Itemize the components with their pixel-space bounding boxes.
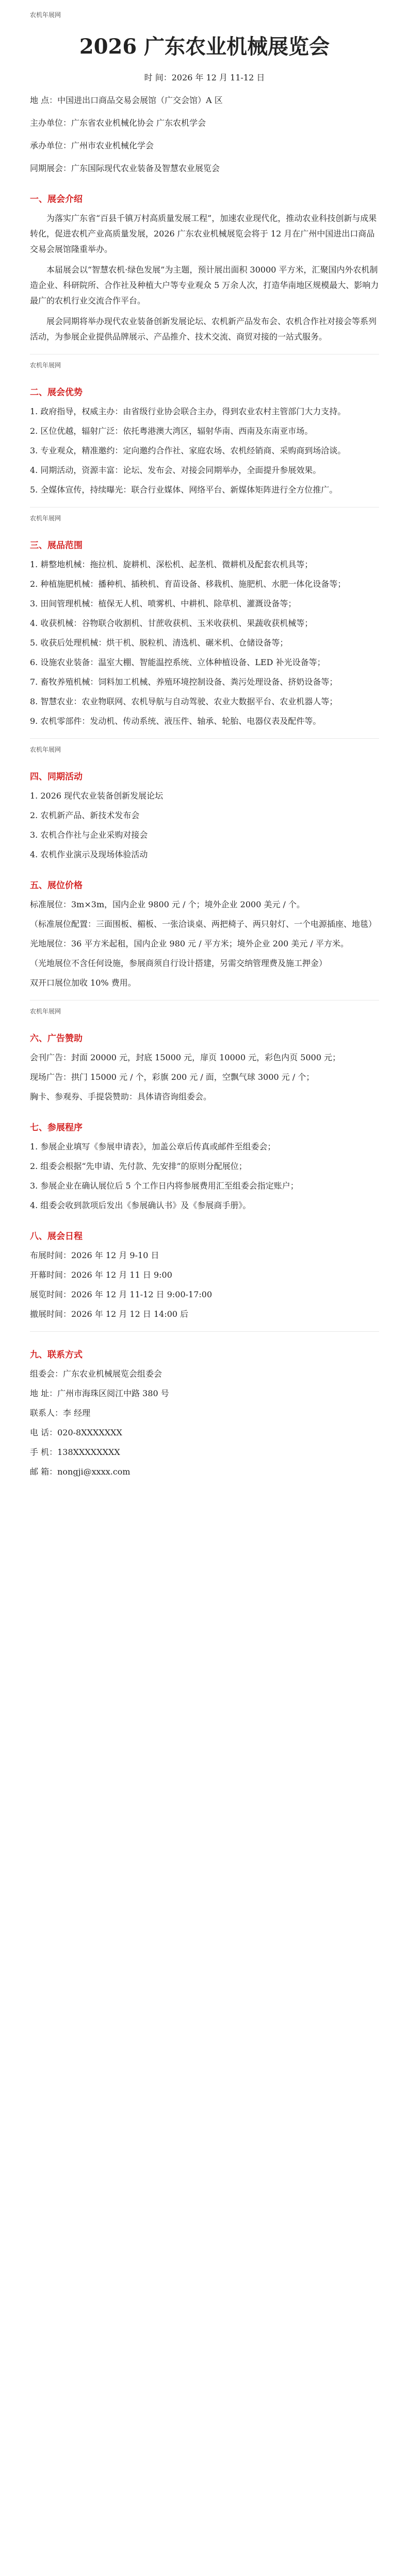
process-item: 4. 组委会收到款项后发出《参展确认书》及《参展商手册》。	[30, 1200, 251, 1210]
contact-mobile: 手 机：138XXXXXXXX	[30, 1447, 120, 1457]
product-item: 8. 智慧农业：农业物联网、农机导航与自动驾驶、农业大数据平台、农业机器人等；	[30, 697, 338, 706]
divider	[30, 738, 379, 739]
host-line: 主办单位：广东省农业机械化协会 广东农机学会	[30, 118, 206, 128]
process-item: 2. 组委会根据“先申请、先付款、先安排”的原则分配展位；	[30, 1161, 247, 1171]
page-tag: 农机年展网	[30, 11, 61, 19]
divider	[30, 1331, 379, 1332]
place-line: 地 点：中国进出口商品交易会展馆（广交会馆）A 区	[30, 95, 223, 105]
price-item: 光地展位：36 平方米起租，国内企业 980 元 / 平方米；境外企业 200 美元 / 平方米。	[30, 939, 349, 948]
intro-paragraph: 为落实广东省“百县千镇万村高质量发展工程”，加速农业现代化，推动农业科技创新与成果转化，促进农机产业高质量发展，2026 广东农业机械展览会将于 12 月在广州中国进出口商品交易会展馆隆重举办。	[30, 213, 377, 254]
page-tag: 农机年展网	[30, 1008, 61, 1015]
support-line: 同期展会：广东国际现代农业装备及智慧农业展览会	[30, 163, 220, 173]
schedule-item: 布展时间：2026 年 12 月 9-10 日	[30, 1250, 159, 1260]
price-item: 标准展位：3m×3m，国内企业 9800 元 / 个；境外企业 2000 美元 / 个。	[30, 900, 305, 909]
section-title-6: 六、广告赞助	[30, 1033, 83, 1044]
meta-block	[30, 70, 379, 176]
product-item: 2. 种植施肥机械：播种机、插秧机、育苗设备、移栽机、施肥机、水肥一体化设备等；	[30, 579, 346, 589]
intro-paragraph: 本届展会以“智慧农机·绿色发展”为主题，预计展出面积 30000 平方米，汇聚国内外农机制造企业、科研院所、合作社及种植大户等专业观众 5 万余人次，打造华南地区规模最大、影响力最广的农机行业交流合作平台。	[30, 265, 379, 306]
activity-item: 2. 农机新产品、新技术发布会	[30, 810, 140, 820]
ad-item: 现场广告：拱门 15000 元 / 个，彩旗 200 元 / 面，空飘气球 3000 元 / 个；	[30, 1072, 315, 1082]
advantage-item: 3. 专业观众，精准邀约：定向邀约合作社、家庭农场、农机经销商、采购商到场洽谈。	[30, 446, 346, 455]
product-item: 3. 田间管理机械：植保无人机、喷雾机、中耕机、除草机、灌溉设备等；	[30, 599, 297, 608]
intro-paragraph: 展会同期将举办现代农业装备创新发展论坛、农机新产品发布会、农机合作社对接会等系列活动，为参展企业提供品牌展示、产品推介、技术交流、商贸对接的一站式服务。	[30, 316, 377, 342]
activity-item: 1. 2026 现代农业装备创新发展论坛	[30, 791, 163, 801]
time-line: 时 间：2026 年 12 月 11-12 日	[144, 73, 265, 82]
contact-person: 联系人：李 经理	[30, 1408, 91, 1418]
advantage-item: 4. 同期活动，资源丰富：论坛、发布会、对接会同期举办，全面提升参展效果。	[30, 465, 321, 475]
product-item: 7. 畜牧养殖机械：饲料加工机械、养殖环境控制设备、粪污处理设备、挤奶设备等；	[30, 677, 338, 687]
advantage-item: 2. 区位优越，辐射广泛：依托粤港澳大湾区，辐射华南、西南及东南亚市场。	[30, 426, 313, 436]
schedule-item: 开幕时间：2026 年 12 月 11 日 9:00	[30, 1270, 172, 1280]
product-item: 6. 设施农业装备：温室大棚、智能温控系统、立体种植设备、LED 补光设备等；	[30, 657, 325, 667]
price-item: （光地展位不含任何设施，参展商须自行设计搭建，另需交纳管理费及施工押金）	[30, 958, 328, 968]
process-item: 3. 参展企业在确认展位后 5 个工作日内将参展费用汇至组委会指定账户；	[30, 1181, 299, 1191]
section-title-8: 八、展会日程	[30, 1231, 83, 1242]
section-title-2: 二、展会优势	[30, 387, 83, 398]
contact-block	[30, 1366, 379, 1480]
product-item: 4. 收获机械：谷物联合收割机、甘蔗收获机、玉米收获机、果蔬收获机械等；	[30, 618, 313, 628]
contact-address: 地 址：广州市海珠区阅江中路 380 号	[30, 1388, 169, 1398]
product-item: 1. 耕整地机械：拖拉机、旋耕机、深松机、起垄机、微耕机及配套农机具等；	[30, 560, 313, 569]
section-title-4: 四、同期活动	[30, 772, 83, 782]
page-tag: 农机年展网	[30, 515, 61, 522]
schedule-item: 撤展时间：2026 年 12 月 12 日 14:00 后	[30, 1309, 189, 1319]
section-title-3: 三、展品范围	[30, 540, 83, 551]
section-title-1: 一、展会介绍	[30, 194, 83, 205]
price-item: 双开口展位加收 10% 费用。	[30, 978, 136, 988]
page-tag: 农机年展网	[30, 746, 61, 753]
ad-item: 胸卡、参观券、手提袋赞助：具体请咨询组委会。	[30, 1092, 212, 1101]
section-title-5: 五、展位价格	[30, 880, 83, 891]
activity-item: 3. 农机合作社与企业采购对接会	[30, 830, 148, 840]
org-line: 承办单位：广州市农业机械化学会	[30, 141, 154, 150]
contact-org: 组委会：广东农业机械展览会组委会	[30, 1369, 162, 1379]
activity-item: 4. 农机作业演示及现场体验活动	[30, 850, 148, 859]
product-item: 5. 收获后处理机械：烘干机、脱粒机、清选机、碾米机、仓储设备等；	[30, 638, 288, 648]
advantage-item: 5. 全媒体宣传，持续曝光：联合行业媒体、网络平台、新媒体矩阵进行全方位推广。	[30, 485, 338, 495]
divider	[30, 1000, 379, 1001]
contact-email: 邮 箱：nongji@xxxx.com	[30, 1467, 130, 1477]
price-item: （标准展位配置：三面围板、楣板、一张洽谈桌、两把椅子、两只射灯、一个电源插座、地毯）	[30, 919, 377, 929]
page-tag: 农机年展网	[30, 362, 61, 369]
process-item: 1. 参展企业填写《参展申请表》，加盖公章后传真或邮件至组委会；	[30, 1142, 276, 1151]
schedule-item: 展览时间：2026 年 12 月 11-12 日 9:00-17:00	[30, 1290, 212, 1299]
product-item: 9. 农机零部件：发动机、传动系统、液压件、轴承、轮胎、电器仪表及配件等。	[30, 716, 321, 726]
contact-phone: 电 话：020-8XXXXXXX	[30, 1428, 122, 1437]
page-title: 2026 广东农业机械展览会	[79, 35, 330, 59]
contact-title: 九、联系方式	[30, 1350, 83, 1360]
section-title-7: 七、参展程序	[30, 1123, 83, 1133]
ad-item: 会刊广告：封面 20000 元，封底 15000 元，扉页 10000 元，彩色内页 5000 元；	[30, 1053, 341, 1062]
advantage-item: 1. 政府指导，权威主办：由省级行业协会联合主办，得到农业农村主管部门大力支持。	[30, 406, 346, 416]
